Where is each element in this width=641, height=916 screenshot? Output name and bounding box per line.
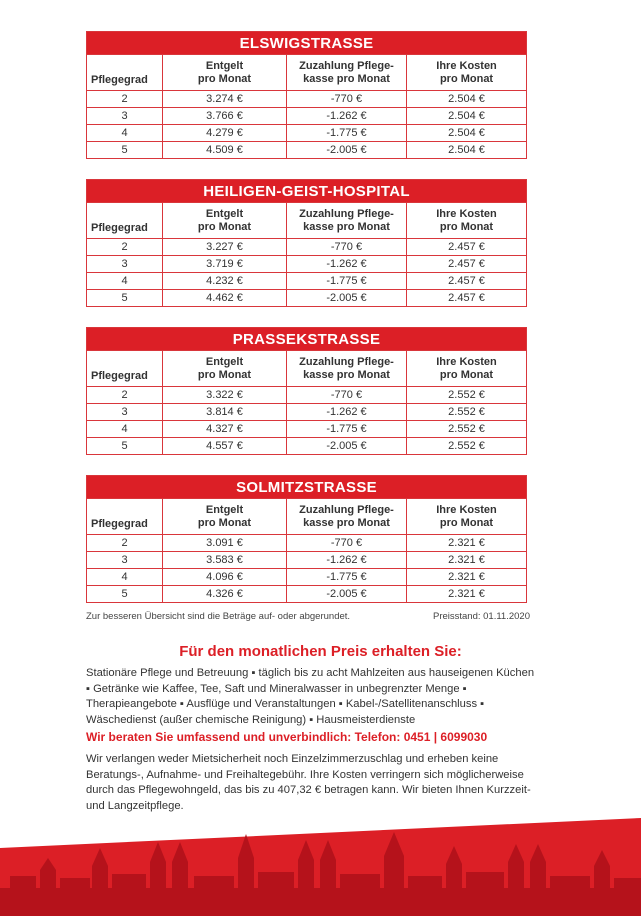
- header-pflegegrad: Pflegegrad: [87, 499, 163, 535]
- header-kosten: Ihre Kosten pro Monat: [407, 203, 527, 239]
- table-row: 4 4.232 € -1.775 € 2.457 €: [87, 273, 527, 290]
- table-row: 4 4.279 € -1.775 € 2.504 €: [87, 125, 527, 142]
- footnote: [86, 611, 530, 625]
- table-row: 2 3.274 € -770 € 2.504 €: [87, 91, 527, 108]
- rounding-note: Zur besseren Übersicht sind die Beträge auf- oder abgerundet.: [86, 611, 351, 622]
- table-row: 2 3.322 € -770 € 2.552 €: [87, 387, 527, 404]
- price-date: Preisstand: 01.11.2020: [432, 611, 530, 622]
- table-row: 3 3.814 € -1.262 € 2.552 €: [87, 404, 527, 421]
- header-entgelt: Entgelt pro Monat: [163, 55, 287, 91]
- header-zuzahlung: Zuzahlung Pflege- kasse pro Monat: [287, 55, 407, 91]
- contact-line: Wir beraten Sie umfassend und unverbindlich: Telefon: 0451 | 6099030: [86, 730, 488, 744]
- header-kosten: Ihre Kosten pro Monat: [407, 55, 527, 91]
- header-zuzahlung: Zuzahlung Pflege- kasse pro Monat: [287, 203, 407, 239]
- table-row: 5 4.557 € -2.005 € 2.552 €: [87, 438, 527, 455]
- table-title: ELSWIGSTRASSE: [87, 32, 527, 55]
- services-heading: Für den monatlichen Preis erhalten Sie:: [179, 643, 462, 660]
- header-kosten: Ihre Kosten pro Monat: [407, 351, 527, 387]
- table-row: 5 4.462 € -2.005 € 2.457 €: [87, 290, 527, 307]
- table-row: 2 3.091 € -770 € 2.321 €: [87, 535, 527, 552]
- table-row: 2 3.227 € -770 € 2.457 €: [87, 239, 527, 256]
- header-entgelt: Entgelt pro Monat: [163, 351, 287, 387]
- table-row: 3 3.583 € -1.262 € 2.321 €: [87, 552, 527, 569]
- price-table-elswigstrasse: [86, 31, 527, 159]
- table-row: 4 4.327 € -1.775 € 2.552 €: [87, 421, 527, 438]
- header-zuzahlung: Zuzahlung Pflege- kasse pro Monat: [287, 499, 407, 535]
- header-entgelt: Entgelt pro Monat: [163, 203, 287, 239]
- header-entgelt: Entgelt pro Monat: [163, 499, 287, 535]
- table-row: 4 4.096 € -1.775 € 2.321 €: [87, 569, 527, 586]
- price-table-prassekstrasse: [86, 327, 527, 455]
- table-row: 3 3.766 € -1.262 € 2.504 €: [87, 108, 527, 125]
- header-kosten: Ihre Kosten pro Monat: [407, 499, 527, 535]
- table-title: HEILIGEN-GEIST-HOSPITAL: [87, 180, 527, 203]
- table-title: PRASSEKSTRASSE: [87, 328, 527, 351]
- table-title: SOLMITZSTRASSE: [87, 476, 527, 499]
- city-skyline-graphic: [0, 818, 641, 916]
- table-row: 5 4.326 € -2.005 € 2.321 €: [87, 586, 527, 603]
- services-list: Stationäre Pflege und Betreuung ▪ täglich bis zu acht Mahlzeiten aus hauseigenen Küchen ▪ Getränke wie Kaffee, Tee, Saft und Mineralwasser in unbegrenzter Menge ▪ Therapieangebote ▪ Ausflüge und Veranstaltungen ▪ Kabel-/Satellitenanschluss ▪ Wäschedienst (außer chemische Reinigung) ▪ Hausmeisterdienste: [86, 667, 535, 726]
- table-row: 3 3.719 € -1.262 € 2.457 €: [87, 256, 527, 273]
- table-row: 5 4.509 € -2.005 € 2.504 €: [87, 142, 527, 159]
- header-zuzahlung: Zuzahlung Pflege- kasse pro Monat: [287, 351, 407, 387]
- header-pflegegrad: Pflegegrad: [87, 55, 163, 91]
- header-pflegegrad: Pflegegrad: [87, 351, 163, 387]
- price-table-solmitzstrasse: [86, 475, 527, 603]
- header-pflegegrad: Pflegegrad: [87, 203, 163, 239]
- info-paragraph: Wir verlangen weder Mietsicherheit noch Einzelzimmerzuschlag und erheben keine Beratungs-, Aufnahme- und Freihaltegebühr. Ihre Kosten verringern sich möglicherweise durch das Pflegewohngeld, das bis zu 407,32 € betragen kann. Wir bieten Ihnen Kurzzeit- und Langzeitpflege.: [86, 753, 531, 812]
- price-table-heiligen-geist-hospital: [86, 179, 527, 307]
